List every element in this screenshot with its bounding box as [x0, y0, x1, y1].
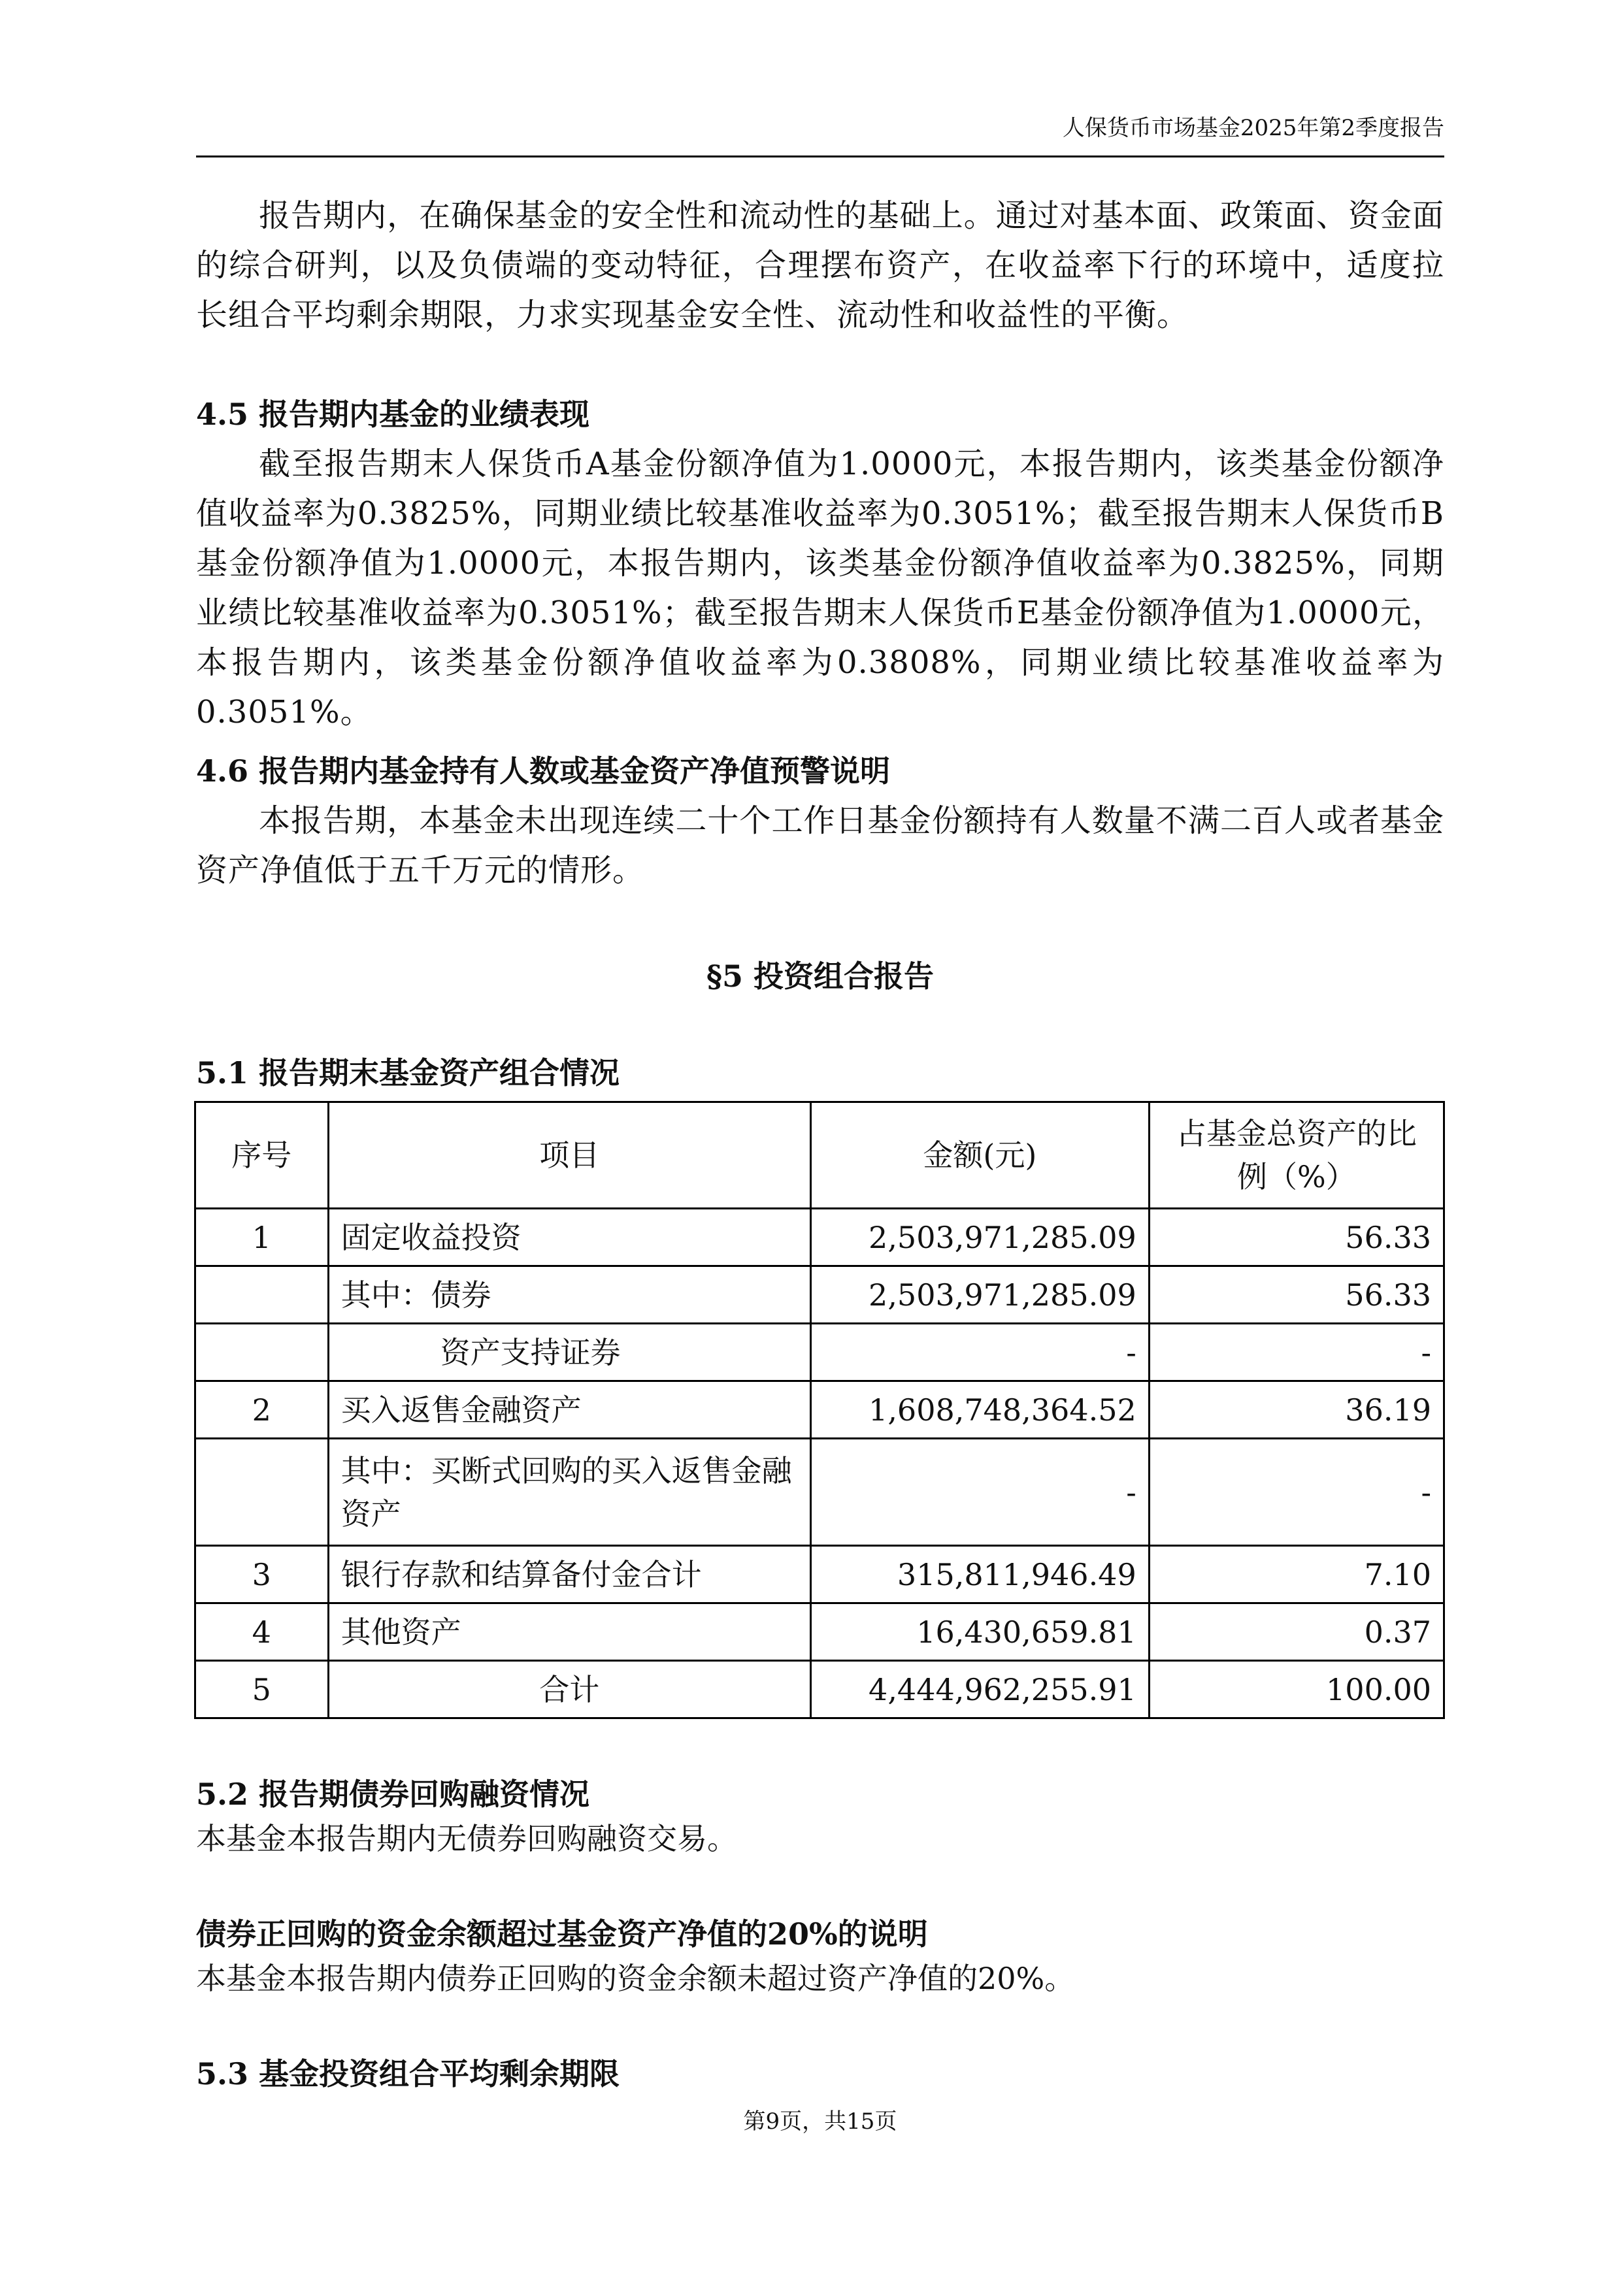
row-amount: -	[810, 1324, 1149, 1381]
row-amount: 2,503,971,285.09	[810, 1266, 1149, 1324]
table-row	[195, 1381, 1444, 1439]
row-ratio: 36.19	[1149, 1381, 1444, 1439]
row-seq: 2	[195, 1381, 329, 1439]
section-4-6-heading: 4.6 报告期内基金持有人数或基金资产净值预警说明	[196, 753, 891, 789]
row-item: 银行存款和结算备付金合计	[328, 1546, 810, 1603]
column-header-amount: 金额(元)	[810, 1102, 1149, 1209]
table-row	[195, 1439, 1444, 1546]
section-5-2-heading: 5.2 报告期债券回购融资情况	[196, 1777, 590, 1812]
column-header-ratio: 占基金总资产的比例（%）	[1149, 1102, 1444, 1209]
row-ratio: -	[1149, 1324, 1444, 1381]
table-row	[195, 1546, 1444, 1603]
repo-note-text: 本基金本报告期内债券正回购的资金余额未超过资产净值的20%。	[196, 1961, 1075, 1996]
header-divider	[196, 156, 1444, 157]
row-item: 其他资产	[328, 1603, 810, 1661]
column-header-item: 项目	[328, 1102, 810, 1209]
page-footer: 第9页，共15页	[743, 2108, 897, 2135]
row-seq	[195, 1266, 329, 1324]
table-header-row	[195, 1102, 1444, 1209]
page-header: 人保货币市场基金2025年第2季度报告	[1062, 115, 1444, 141]
row-amount: 4,444,962,255.91	[810, 1661, 1149, 1718]
row-item: 固定收益投资	[328, 1209, 810, 1266]
row-ratio: 7.10	[1149, 1546, 1444, 1603]
repo-note-heading: 债券正回购的资金余额超过基金资产净值的20%的说明	[196, 1916, 928, 1952]
row-ratio: -	[1149, 1439, 1444, 1546]
table-row	[195, 1209, 1444, 1266]
table-row	[195, 1266, 1444, 1324]
section-5-2-text: 本基金本报告期内无债券回购融资交易。	[196, 1821, 737, 1856]
row-seq: 4	[195, 1603, 329, 1661]
row-ratio: 0.37	[1149, 1603, 1444, 1661]
row-amount: 2,503,971,285.09	[810, 1209, 1149, 1266]
section-4-5-paragraph: 截至报告期末人保货币A基金份额净值为1.0000元，本报告期内，该类基金份额净值收益率为0.3825%，同期业绩比较基准收益率为0.3051%；截至报告期末人保货币B基金份额净值为1.0000元，本报告期内，该类基金份额净值收益率为0.3825%，同期业绩比较基准收益率为0.3051%；截至报告期末人保货币E基金份额净值为1.0000元，本报告期内，该类基金份额净值收益率为0.3808%，同期业绩比较基准收益率为0.3051%。	[196, 446, 1444, 730]
section-5-1-heading: 5.1 报告期末基金资产组合情况	[196, 1055, 620, 1091]
row-item: 买入返售金融资产	[328, 1381, 810, 1439]
row-seq	[195, 1324, 329, 1381]
row-seq: 1	[195, 1209, 329, 1266]
section-5-title: §5 投资组合报告	[706, 959, 935, 994]
row-item: 资产支持证券	[328, 1324, 810, 1381]
row-seq: 5	[195, 1661, 329, 1718]
row-ratio: 56.33	[1149, 1209, 1444, 1266]
asset-allocation-table	[194, 1101, 1445, 1719]
row-amount: 315,811,946.49	[810, 1546, 1149, 1603]
row-amount: 1,608,748,364.52	[810, 1381, 1149, 1439]
row-ratio: 56.33	[1149, 1266, 1444, 1324]
row-ratio: 100.00	[1149, 1661, 1444, 1718]
row-item: 其中：债券	[328, 1266, 810, 1324]
row-seq	[195, 1439, 329, 1546]
section-5-3-heading: 5.3 基金投资组合平均剩余期限	[196, 2056, 620, 2091]
row-item: 合计	[328, 1661, 810, 1718]
row-seq: 3	[195, 1546, 329, 1603]
row-item: 其中：买断式回购的买入返售金融资产	[328, 1439, 810, 1546]
intro-paragraph: 报告期内，在确保基金的安全性和流动性的基础上。通过对基本面、政策面、资金面的综合研判，以及负债端的变动特征，合理摆布资产，在收益率下行的环境中，适度拉长组合平均剩余期限，力求实现基金安全性、流动性和收益性的平衡。	[196, 197, 1444, 333]
section-4-5-heading: 4.5 报告期内基金的业绩表现	[196, 397, 590, 432]
table-row	[195, 1324, 1444, 1381]
table-row-total	[195, 1661, 1444, 1718]
table-row	[195, 1603, 1444, 1661]
section-4-6-paragraph: 本报告期，本基金未出现连续二十个工作日基金份额持有人数量不满二百人或者基金资产净值低于五千万元的情形。	[196, 802, 1444, 889]
column-header-seq: 序号	[195, 1102, 329, 1209]
row-amount: -	[810, 1439, 1149, 1546]
row-amount: 16,430,659.81	[810, 1603, 1149, 1661]
